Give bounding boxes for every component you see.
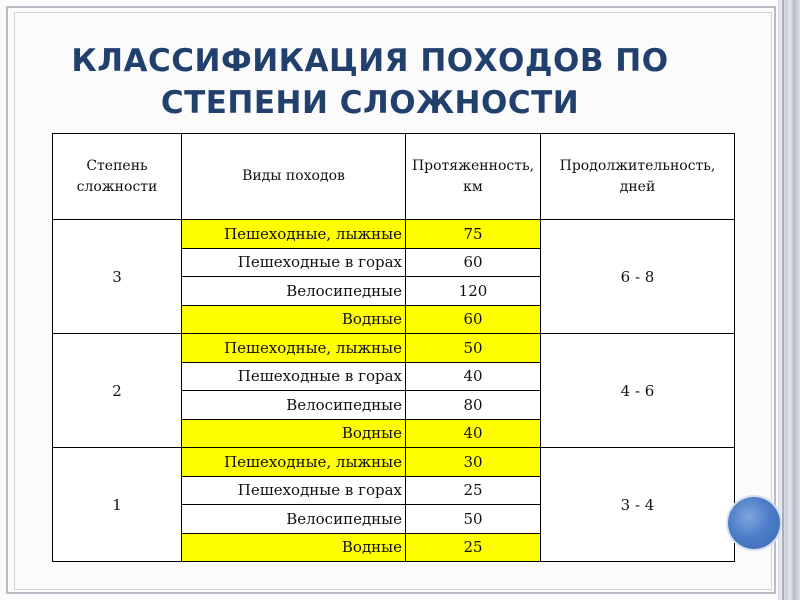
hike-type-cell: Пешеходные в горах [182, 362, 406, 391]
slide-title-line-1: КЛАССИФИКАЦИЯ ПОХОДОВ ПО [71, 43, 669, 79]
table-body [53, 220, 735, 562]
table-row [53, 220, 735, 249]
table-row [53, 448, 735, 477]
distance-cell: 25 [406, 533, 541, 562]
distance-cell: 75 [406, 220, 541, 249]
distance-cell: 25 [406, 476, 541, 505]
hike-type-cell: Пешеходные, лыжные [182, 220, 406, 249]
distance-cell: 40 [406, 362, 541, 391]
distance-cell: 120 [406, 277, 541, 306]
table-row [53, 334, 735, 363]
hike-type-cell: Водные [182, 419, 406, 448]
hike-type-cell: Велосипедные [182, 505, 406, 534]
distance-cell: 50 [406, 334, 541, 363]
hike-type-cell: Водные [182, 533, 406, 562]
duration-cell: 6 - 8 [541, 220, 735, 334]
distance-cell: 60 [406, 305, 541, 334]
decorative-blue-circle [728, 497, 780, 549]
hike-type-cell: Пешеходные в горах [182, 476, 406, 505]
difficulty-level-cell: 1 [53, 448, 182, 562]
hike-type-cell: Водные [182, 305, 406, 334]
distance-cell: 80 [406, 391, 541, 420]
difficulty-level-cell: 2 [53, 334, 182, 448]
table-header-row [53, 134, 735, 220]
distance-cell: 40 [406, 419, 541, 448]
hike-type-cell: Велосипедные [182, 277, 406, 306]
distance-cell: 30 [406, 448, 541, 477]
hike-type-cell: Велосипедные [182, 391, 406, 420]
slide-title [40, 40, 700, 124]
difficulty-level-cell: 3 [53, 220, 182, 334]
header-level: Степень сложности [53, 134, 182, 220]
distance-cell: 50 [406, 505, 541, 534]
hike-type-cell: Пешеходные в горах [182, 248, 406, 277]
hike-classification-table [52, 133, 735, 562]
distance-cell: 60 [406, 248, 541, 277]
slide-title-line-2: СТЕПЕНИ СЛОЖНОСТИ [160, 85, 580, 121]
duration-cell: 3 - 4 [541, 448, 735, 562]
duration-cell: 4 - 6 [541, 334, 735, 448]
header-type: Виды походов [182, 134, 406, 220]
header-duration: Продолжительность, дней [541, 134, 735, 220]
slide-right-border-line [782, 0, 784, 600]
hike-type-cell: Пешеходные, лыжные [182, 448, 406, 477]
hike-type-cell: Пешеходные, лыжные [182, 334, 406, 363]
header-distance: Протяженность, км [406, 134, 541, 220]
